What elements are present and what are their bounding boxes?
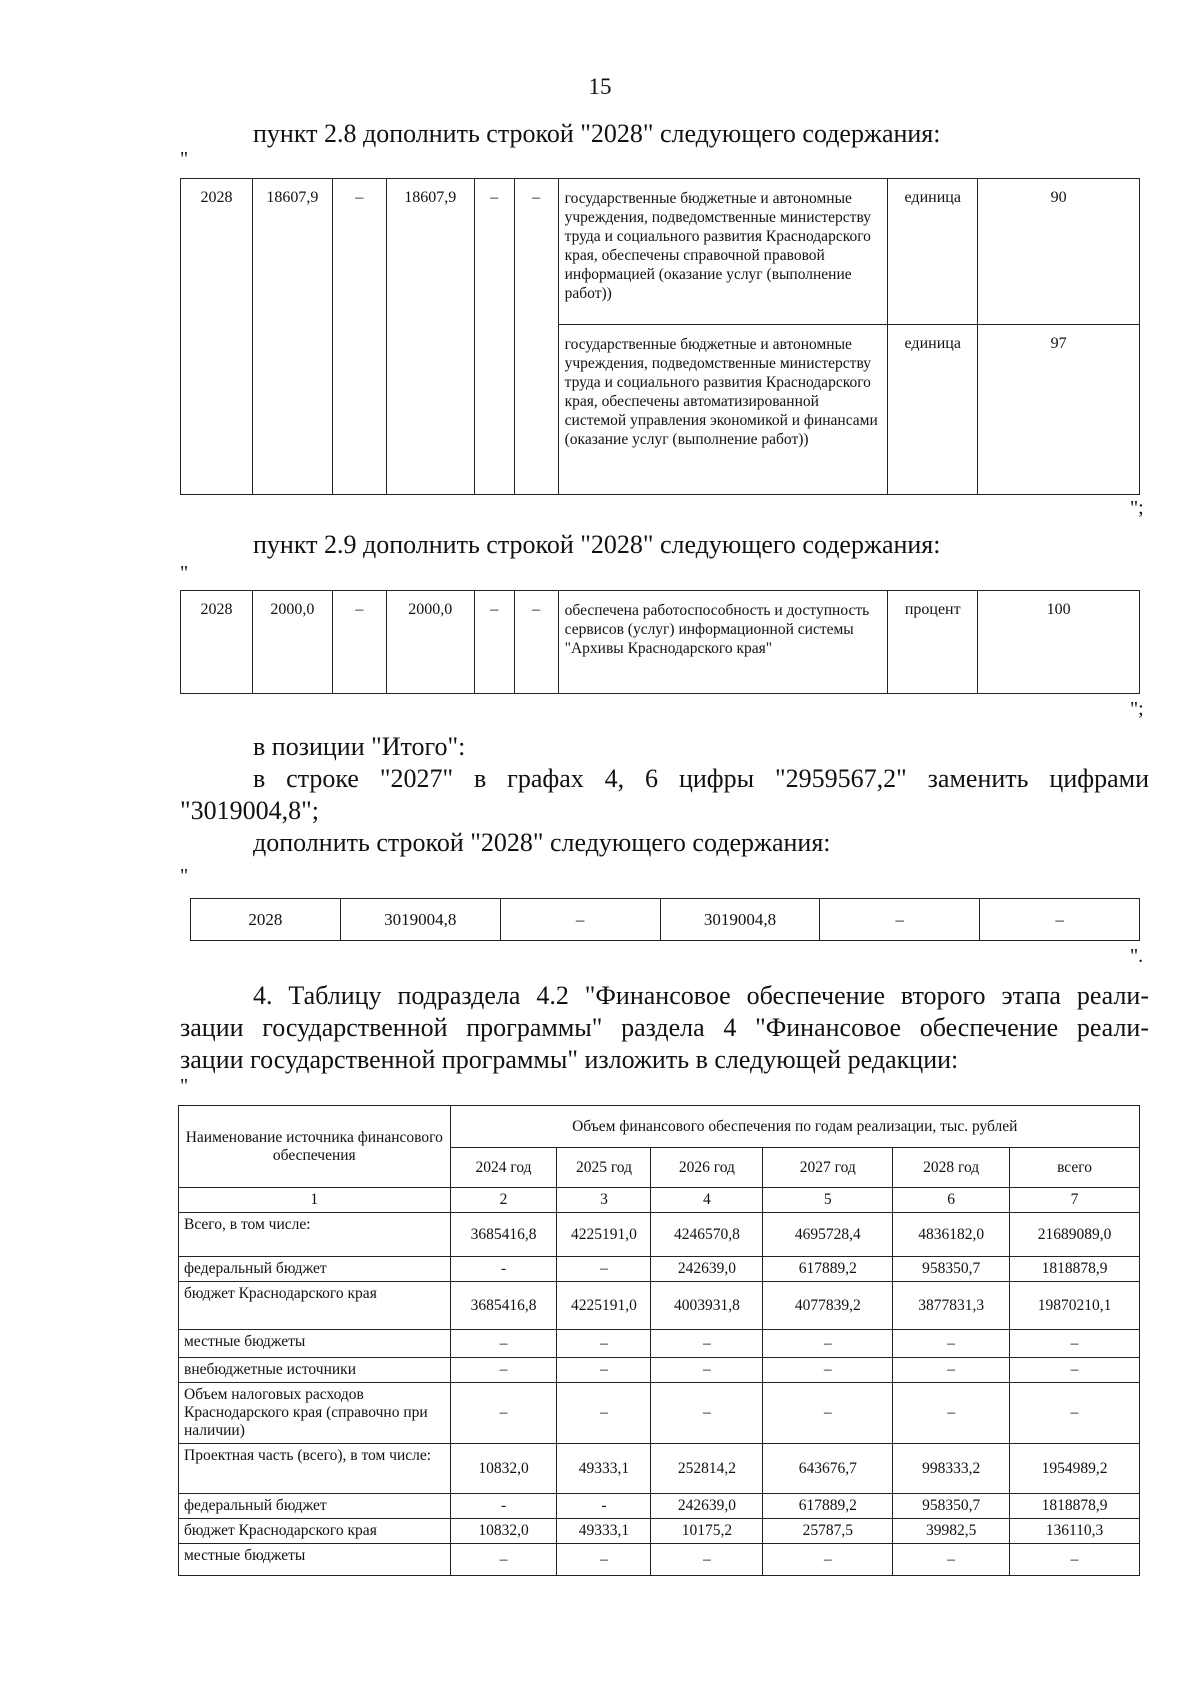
itogo-line: в позиции "Итого": bbox=[253, 732, 466, 761]
item4-line3: зации государственной программы" изложить в следующей редакции: bbox=[180, 1045, 959, 1074]
cell-year: 2028 bbox=[191, 899, 341, 941]
row-value: 617889,2 bbox=[763, 1257, 893, 1282]
row-value: – bbox=[763, 1383, 893, 1444]
row-value: 10832,0 bbox=[450, 1519, 557, 1544]
open-quote: " bbox=[180, 562, 189, 584]
header-year: 2025 год bbox=[557, 1148, 651, 1188]
cell-desc: обеспечена работоспособность и доступность сервисов (услуг) информационной системы "Архивы Краснодарского края" bbox=[558, 591, 888, 694]
close-quote: "; bbox=[1130, 497, 1144, 519]
cell-year: 2028 bbox=[181, 591, 253, 694]
row-value: 49333,1 bbox=[557, 1444, 651, 1494]
page-number: 15 bbox=[588, 74, 612, 99]
col-number: 6 bbox=[893, 1188, 1010, 1213]
row-value: – bbox=[893, 1383, 1010, 1444]
header-volume: Объем финансового обеспечения по годам реализации, тыс. рублей bbox=[450, 1106, 1139, 1148]
row-value: – bbox=[651, 1383, 763, 1444]
row-value: 3877831,3 bbox=[893, 1282, 1010, 1330]
table-row bbox=[179, 1257, 1140, 1282]
col-number: 3 bbox=[557, 1188, 651, 1213]
row-source-name: федеральный бюджет bbox=[179, 1494, 451, 1519]
header-year: 2027 год bbox=[763, 1148, 893, 1188]
cell-unit: процент bbox=[888, 591, 978, 694]
col-number: 5 bbox=[763, 1188, 893, 1213]
row-value: 39982,5 bbox=[893, 1519, 1010, 1544]
table-row bbox=[179, 1358, 1140, 1383]
row-value: – bbox=[651, 1358, 763, 1383]
open-quote: " bbox=[180, 148, 189, 170]
row-value: - bbox=[450, 1494, 557, 1519]
row-value: 4836182,0 bbox=[893, 1213, 1010, 1257]
row-value: 136110,3 bbox=[1010, 1519, 1140, 1544]
cell-col5: – bbox=[474, 591, 514, 694]
table-financing bbox=[178, 1105, 1140, 1576]
row-value: 10175,2 bbox=[651, 1519, 763, 1544]
header-year: 2024 год bbox=[450, 1148, 557, 1188]
row-value: 998333,2 bbox=[893, 1444, 1010, 1494]
row-value: – bbox=[450, 1330, 557, 1358]
cell-col4: 2000,0 bbox=[386, 591, 474, 694]
row-value: 4246570,8 bbox=[651, 1213, 763, 1257]
cell-value: 97 bbox=[978, 325, 1140, 495]
row-value: – bbox=[1010, 1544, 1140, 1576]
table-item-2-8 bbox=[180, 178, 1140, 495]
col-number: 1 bbox=[179, 1188, 451, 1213]
table-row bbox=[179, 1444, 1140, 1494]
table-row bbox=[179, 1282, 1140, 1330]
cell-desc: государственные бюджетные и автономные учреждения, подведомственные министерству труда и социального развития Краснодарского края, обеспечены справочной правовой информацией (оказание услуг (выполнение работ)) bbox=[558, 179, 888, 325]
row-value: – bbox=[557, 1383, 651, 1444]
row-value: - bbox=[557, 1494, 651, 1519]
row-value: – bbox=[557, 1544, 651, 1576]
row-value: 4225191,0 bbox=[557, 1282, 651, 1330]
row-value: – bbox=[651, 1544, 763, 1576]
row-value: 4695728,4 bbox=[763, 1213, 893, 1257]
header-year: 2028 год bbox=[893, 1148, 1010, 1188]
col-number: 7 bbox=[1010, 1188, 1140, 1213]
row-source-name: местные бюджеты bbox=[179, 1330, 451, 1358]
row-value: – bbox=[763, 1358, 893, 1383]
row-value: 1954989,2 bbox=[1010, 1444, 1140, 1494]
table-row bbox=[179, 1330, 1140, 1358]
row-source-name: Всего, в том числе: bbox=[179, 1213, 451, 1257]
row-value: 1818878,9 bbox=[1010, 1257, 1140, 1282]
row-value: 4003931,8 bbox=[651, 1282, 763, 1330]
cell-value: – bbox=[980, 899, 1140, 941]
row-value: – bbox=[450, 1544, 557, 1576]
row-value: – bbox=[763, 1544, 893, 1576]
table-item-2-9 bbox=[180, 590, 1140, 694]
cell-col5: – bbox=[474, 179, 514, 495]
cell-value: 3019004,8 bbox=[340, 899, 500, 941]
cell-value: 90 bbox=[978, 179, 1140, 325]
row-value: 1818878,9 bbox=[1010, 1494, 1140, 1519]
row-value: – bbox=[450, 1383, 557, 1444]
row-value: – bbox=[557, 1330, 651, 1358]
cell-col3: – bbox=[332, 179, 386, 495]
row-value: – bbox=[893, 1544, 1010, 1576]
row-value: 958350,7 bbox=[893, 1257, 1010, 1282]
cell-year: 2028 bbox=[181, 179, 253, 495]
open-quote: " bbox=[180, 865, 189, 887]
heading-item-2-8: пункт 2.8 дополнить строкой "2028" следующего содержания: bbox=[253, 119, 941, 148]
header-total: всего bbox=[1010, 1148, 1140, 1188]
cell-total: 18607,9 bbox=[252, 179, 332, 495]
heading-item-2-9: пункт 2.9 дополнить строкой "2028" следующего содержания: bbox=[253, 530, 941, 559]
row-value: 958350,7 bbox=[893, 1494, 1010, 1519]
row-value: – bbox=[893, 1358, 1010, 1383]
row-value: 3685416,8 bbox=[450, 1282, 557, 1330]
row-value: – bbox=[1010, 1358, 1140, 1383]
row-value: 49333,1 bbox=[557, 1519, 651, 1544]
row-value: – bbox=[557, 1358, 651, 1383]
col-number: 2 bbox=[450, 1188, 557, 1213]
cell-unit: единица bbox=[888, 179, 978, 325]
cell-value: 3019004,8 bbox=[660, 899, 820, 941]
row-value: 4225191,0 bbox=[557, 1213, 651, 1257]
row-source-name: местные бюджеты bbox=[179, 1544, 451, 1576]
cell-col4: 18607,9 bbox=[386, 179, 474, 495]
row-value: – bbox=[450, 1358, 557, 1383]
cell-col3: – bbox=[332, 591, 386, 694]
cell-col6: – bbox=[514, 179, 558, 495]
row-source-name: внебюджетные источники bbox=[179, 1358, 451, 1383]
row-value: 19870210,1 bbox=[1010, 1282, 1140, 1330]
cell-desc: государственные бюджетные и автономные учреждения, подведомственные министерству труда и социального развития Краснодарского края, обеспечены автоматизированной системой управления экономикой и финансами (оказание услуг (выполнение работ)) bbox=[558, 325, 888, 495]
close-quote: ". bbox=[1130, 945, 1144, 967]
cell-total: 2000,0 bbox=[252, 591, 332, 694]
row-value: 252814,2 bbox=[651, 1444, 763, 1494]
table-itogo-2028 bbox=[190, 898, 1140, 941]
row-value: – bbox=[893, 1330, 1010, 1358]
row-value: 10832,0 bbox=[450, 1444, 557, 1494]
itogo-replace-line: в строке "2027" в графах 4, 6 цифры "2959567,2" заменить цифрами bbox=[253, 764, 1149, 793]
row-value: – bbox=[763, 1330, 893, 1358]
table-row bbox=[179, 1544, 1140, 1576]
row-value: – bbox=[651, 1330, 763, 1358]
table-row bbox=[179, 1519, 1140, 1544]
cell-value: – bbox=[820, 899, 980, 941]
table-row bbox=[179, 1213, 1140, 1257]
table-row bbox=[179, 1494, 1140, 1519]
row-value: 617889,2 bbox=[763, 1494, 893, 1519]
row-value: – bbox=[1010, 1330, 1140, 1358]
item4-line2: зации государственной программы" раздела 4 "Финансовое обеспечение реали- bbox=[180, 1013, 1149, 1042]
row-source-name: Проектная часть (всего), в том числе: bbox=[179, 1444, 451, 1494]
row-value: 4077839,2 bbox=[763, 1282, 893, 1330]
row-value: 242639,0 bbox=[651, 1257, 763, 1282]
row-source-name: бюджет Краснодарского края bbox=[179, 1282, 451, 1330]
cell-value: 100 bbox=[978, 591, 1140, 694]
row-value: – bbox=[1010, 1383, 1140, 1444]
row-value: 25787,5 bbox=[763, 1519, 893, 1544]
row-value: 3685416,8 bbox=[450, 1213, 557, 1257]
item4-line1: 4. Таблицу подраздела 4.2 "Финансовое обеспечение второго этапа реали- bbox=[253, 981, 1149, 1010]
row-source-name: федеральный бюджет bbox=[179, 1257, 451, 1282]
col-number: 4 bbox=[651, 1188, 763, 1213]
itogo-replace-value: "3019004,8"; bbox=[180, 796, 319, 825]
header-year: 2026 год bbox=[651, 1148, 763, 1188]
row-source-name: Объем налоговых расходов Краснодарского края (справочно при наличии) bbox=[179, 1383, 451, 1444]
itogo-add-line: дополнить строкой "2028" следующего содержания: bbox=[253, 828, 831, 857]
row-value: – bbox=[557, 1257, 651, 1282]
row-value: 21689089,0 bbox=[1010, 1213, 1140, 1257]
row-value: 643676,7 bbox=[763, 1444, 893, 1494]
header-source: Наименование источника финансового обеспечения bbox=[179, 1106, 451, 1188]
row-source-name: бюджет Краснодарского края bbox=[179, 1519, 451, 1544]
cell-unit: единица bbox=[888, 325, 978, 495]
row-value: 242639,0 bbox=[651, 1494, 763, 1519]
open-quote: " bbox=[180, 1075, 189, 1097]
close-quote: "; bbox=[1130, 698, 1144, 720]
cell-value: – bbox=[500, 899, 660, 941]
cell-col6: – bbox=[514, 591, 558, 694]
table-row bbox=[179, 1383, 1140, 1444]
row-value: - bbox=[450, 1257, 557, 1282]
